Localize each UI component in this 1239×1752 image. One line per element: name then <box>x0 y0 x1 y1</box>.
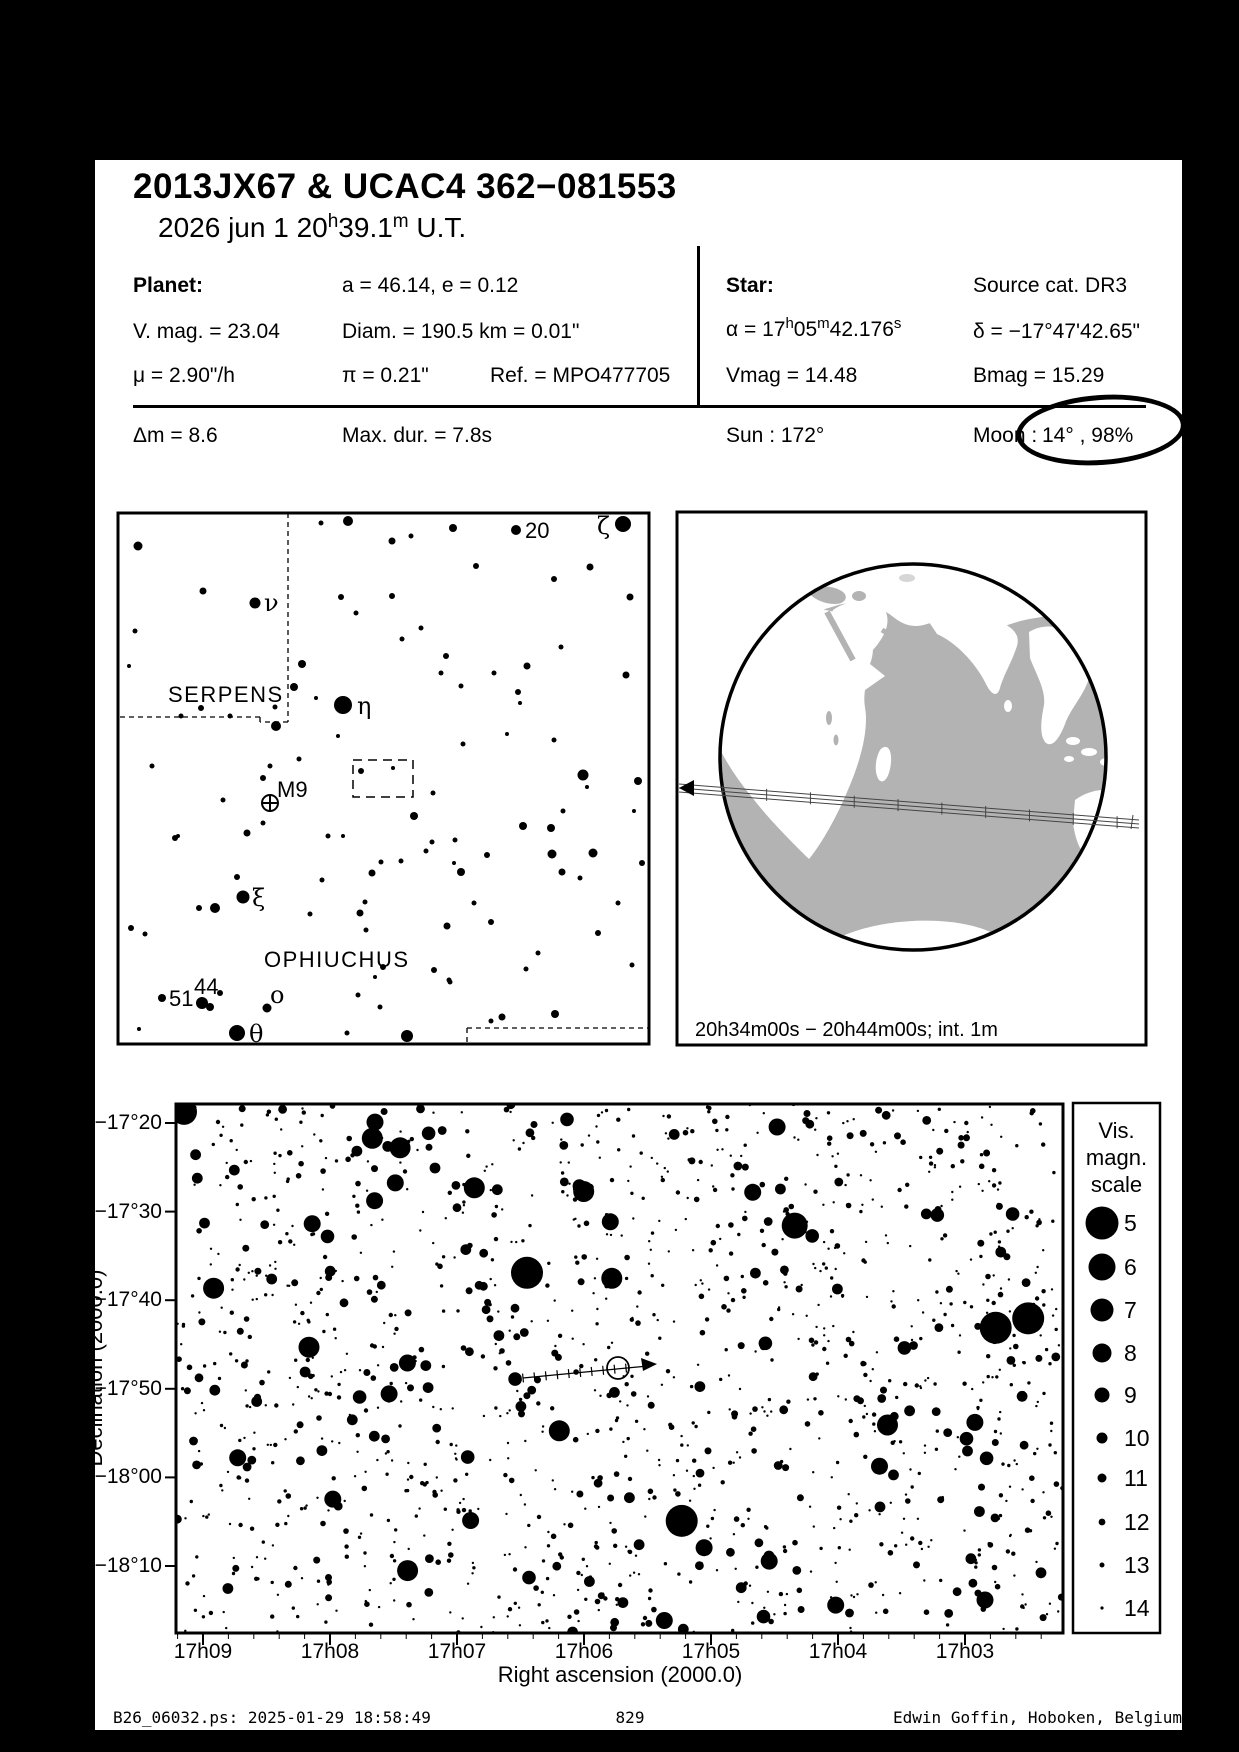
field-star <box>133 629 138 634</box>
deepsky-label: M9 <box>277 777 308 802</box>
field-star <box>369 870 376 877</box>
alpha-part: α = 17 <box>726 318 786 341</box>
field-star <box>143 932 148 937</box>
track-arrow <box>641 1358 657 1371</box>
star-source-catalog: Source cat. DR3 <box>973 274 1128 297</box>
field-star <box>452 861 456 865</box>
field-star <box>176 834 180 838</box>
constellation-label: OPHIUCHUS <box>264 947 410 972</box>
star-label: ν <box>264 589 279 617</box>
datetime-part: 39.1 <box>338 212 393 243</box>
star-label: η <box>357 692 372 720</box>
legend-dot <box>1091 1299 1114 1322</box>
star-label: 51 <box>169 986 194 1011</box>
detail-star-chart <box>176 1104 1063 1633</box>
star-label: 44 <box>194 974 219 999</box>
planet-proper-motion: μ = 2.90"/h <box>133 364 235 387</box>
field-star <box>345 1031 350 1036</box>
magnitude-scale-legend <box>1073 1103 1160 1633</box>
legend-dot <box>1093 1344 1112 1363</box>
legend-mag-value: 12 <box>1124 1509 1150 1535</box>
field-star <box>551 576 557 582</box>
field-star <box>484 852 490 858</box>
field-star <box>364 928 369 933</box>
planet-orbit: a = 46.14, e = 0.12 <box>342 274 519 297</box>
field-star <box>200 588 207 595</box>
field-star <box>536 951 541 956</box>
legend-mag-value: 9 <box>1124 1382 1137 1408</box>
star-field <box>171 1099 1065 1637</box>
ra-tick-label: 17h03 <box>935 1640 995 1663</box>
alpha-sup-s: s <box>893 315 902 332</box>
field-star <box>431 791 436 796</box>
field-star <box>443 653 449 659</box>
alpha-part: 42.176 <box>829 318 894 341</box>
named-star <box>237 891 250 904</box>
field-star <box>623 672 630 679</box>
footer-filename-timestamp: B26_06032.ps: 2025-01-29 18:58:49 <box>113 1708 431 1727</box>
field-star <box>196 905 202 911</box>
named-star <box>615 516 631 532</box>
field-star <box>358 768 364 774</box>
constellation-label: SERPENS <box>168 682 284 707</box>
field-star <box>326 834 331 839</box>
field-star <box>363 900 368 905</box>
field-star <box>561 809 566 814</box>
field-star <box>548 850 557 859</box>
legend-title-line: magn. <box>1085 1145 1148 1170</box>
planet-parallax: π = 0.21" <box>342 364 429 387</box>
named-star <box>158 994 166 1002</box>
moon-distance-illumination: 14° , 98% <box>1042 424 1134 447</box>
alpha-part: 05 <box>793 318 818 341</box>
field-star <box>206 1003 214 1011</box>
field-star <box>308 912 313 917</box>
magnitude-drop: Δm = 8.6 <box>133 424 218 447</box>
asteroid-track <box>523 1357 657 1382</box>
legend-dot <box>1099 1519 1106 1526</box>
datetime-sup-m: m <box>392 211 409 232</box>
legend-dot <box>1100 1606 1103 1609</box>
planet-section-label: Planet: <box>133 274 204 297</box>
ra-tick-label: 17h05 <box>681 1640 741 1663</box>
field-star <box>391 766 395 770</box>
field-star <box>234 874 240 880</box>
field-star <box>518 701 522 705</box>
y-axis-title: Declination (2000.0) <box>82 1269 107 1467</box>
finder-chart <box>118 512 649 1048</box>
footer-author: Edwin Goffin, Hoboken, Belgium <box>893 1708 1182 1727</box>
page-title: 2013JX67 & UCAC4 362−081553 <box>133 167 677 206</box>
field-star <box>379 860 384 865</box>
x-axis-title: Right ascension (2000.0) <box>497 1662 743 1687</box>
field-star <box>627 594 634 601</box>
field-star <box>547 824 555 832</box>
star-label: ξ <box>252 884 266 912</box>
legend-dot <box>1097 1433 1108 1444</box>
field-star <box>268 764 273 769</box>
field-star <box>632 809 636 813</box>
alpha-sup-m: m <box>817 315 830 332</box>
legend-mag-value: 7 <box>1124 1297 1137 1323</box>
field-star <box>389 593 395 599</box>
datetime-sup-h: h <box>327 211 339 232</box>
field-star <box>587 564 594 571</box>
field-star <box>336 734 340 738</box>
field-star <box>298 660 306 668</box>
field-star <box>524 967 529 972</box>
field-star <box>505 732 509 736</box>
field-star <box>630 963 635 968</box>
field-star <box>552 738 557 743</box>
field-star <box>457 868 465 876</box>
moon-label: Moon : <box>973 424 1038 447</box>
field-star <box>338 594 344 600</box>
globe-path-map <box>677 512 1146 1045</box>
field-star <box>410 812 418 820</box>
field-star <box>639 860 645 866</box>
datetime-part: 2026 jun 1 20 <box>158 212 328 243</box>
dec-tick-label: −17°50 <box>94 1376 162 1400</box>
legend-title-line: scale <box>1090 1172 1143 1197</box>
field-star <box>431 967 437 973</box>
field-star <box>492 671 497 676</box>
field-star <box>634 777 642 785</box>
field-star <box>221 798 226 803</box>
star-declination: δ = −17°47'42.65" <box>973 320 1141 343</box>
star-bmag: Bmag = 15.29 <box>973 364 1105 387</box>
field-star <box>409 534 414 539</box>
field-star <box>595 930 601 936</box>
field-star <box>424 849 429 854</box>
field-star <box>499 1014 506 1021</box>
field-star <box>343 516 353 526</box>
star-section-label: Star: <box>726 274 774 297</box>
field-star <box>261 821 266 826</box>
field-star <box>320 878 325 883</box>
ra-tick-label: 17h07 <box>427 1640 487 1663</box>
legend-mag-value: 13 <box>1124 1552 1150 1578</box>
legend-mag-value: 11 <box>1124 1465 1148 1491</box>
field-star <box>228 714 233 719</box>
field-star <box>430 840 435 845</box>
event-datetime <box>158 212 466 244</box>
field-star <box>127 664 131 668</box>
field-star <box>419 626 424 631</box>
detail-field-outline <box>353 760 413 797</box>
field-star <box>244 830 251 837</box>
field-star <box>578 876 583 881</box>
dec-tick-label: −17°40 <box>94 1288 162 1312</box>
ra-tick-label: 17h08 <box>300 1640 360 1663</box>
legend-dot <box>1095 1388 1110 1403</box>
field-star <box>319 521 324 526</box>
field-star <box>356 993 361 998</box>
max-duration: Max. dur. = 7.8s <box>342 424 492 447</box>
dec-tick-label: −17°20 <box>94 1111 162 1134</box>
field-star <box>519 822 527 830</box>
field-star <box>179 714 184 719</box>
field-star <box>357 910 364 917</box>
named-star <box>511 525 521 535</box>
field-star <box>128 925 134 931</box>
legend-dot <box>1098 1474 1107 1483</box>
field-star <box>373 975 377 979</box>
field-star <box>297 757 302 762</box>
named-star <box>250 598 261 609</box>
legend-mag-value: 10 <box>1124 1425 1150 1451</box>
field-star <box>137 1027 141 1031</box>
dec-tick-label: −18°10 <box>94 1554 162 1577</box>
star-label: o <box>270 981 285 1009</box>
field-star <box>488 919 494 925</box>
legend-dot <box>1086 1207 1119 1240</box>
alpha-sup-h: h <box>785 315 794 332</box>
star-vmag: Vmag = 14.48 <box>726 364 858 387</box>
globe-caption: 20h34m00s − 20h44m00s; int. 1m <box>695 1019 998 1041</box>
field-star <box>453 838 458 843</box>
datetime-part: U.T. <box>408 212 467 243</box>
field-star <box>515 689 521 695</box>
legend-dot <box>1089 1254 1116 1281</box>
field-star <box>354 611 359 616</box>
field-star <box>399 859 404 864</box>
field-star <box>444 923 451 930</box>
field-star <box>389 538 396 545</box>
field-star <box>290 683 298 691</box>
planet-reference: Ref. = MPO477705 <box>490 364 671 387</box>
field-star <box>616 901 621 906</box>
field-star <box>459 684 464 689</box>
field-star <box>472 901 477 906</box>
field-star <box>559 645 564 650</box>
field-star <box>378 1005 383 1010</box>
field-star <box>401 1030 413 1042</box>
table-column-divider <box>697 246 700 406</box>
footer-page-number: 829 <box>615 1708 645 1727</box>
legend-mag-value: 6 <box>1124 1254 1137 1280</box>
legend-mag-value: 5 <box>1124 1210 1137 1236</box>
star-label: 20 <box>525 518 550 543</box>
ra-tick-label: 17h06 <box>554 1640 614 1663</box>
legend-mag-value: 8 <box>1124 1340 1137 1366</box>
star-label: θ <box>249 1020 264 1048</box>
named-star <box>334 696 352 714</box>
table-rule <box>133 405 1146 408</box>
field-star <box>551 1010 559 1018</box>
path-direction-arrow <box>679 780 694 796</box>
field-star <box>524 663 531 670</box>
field-star <box>449 524 457 532</box>
dec-tick-label: −18°00 <box>94 1465 162 1489</box>
planet-diameter: Diam. = 190.5 km = 0.01" <box>342 320 580 343</box>
star-label: ζ <box>597 512 611 540</box>
planet-vmag: V. mag. = 23.04 <box>133 320 280 343</box>
field-star <box>448 980 453 985</box>
field-star <box>578 770 589 781</box>
dec-tick-label: −17°30 <box>94 1199 162 1223</box>
legend-dot <box>1100 1563 1105 1568</box>
field-star <box>260 775 266 781</box>
field-star <box>589 849 598 858</box>
field-star <box>341 834 345 838</box>
ra-tick-label: 17h04 <box>808 1640 868 1663</box>
star-right-ascension <box>726 315 902 344</box>
field-star <box>210 903 220 913</box>
sun-elongation: Sun : 172° <box>726 424 825 447</box>
field-star <box>461 742 466 747</box>
field-star <box>439 671 444 676</box>
field-star <box>314 696 318 700</box>
field-star <box>150 764 155 769</box>
field-star <box>559 869 566 876</box>
legend-mag-value: 14 <box>1124 1595 1150 1621</box>
field-star <box>489 1019 494 1024</box>
field-star <box>134 542 143 551</box>
field-star <box>585 785 589 789</box>
named-star <box>229 1025 245 1041</box>
field-star <box>400 637 405 642</box>
ra-tick-label: 17h09 <box>173 1640 233 1663</box>
field-star <box>473 563 479 569</box>
legend-title-line: Vis. <box>1098 1118 1135 1143</box>
